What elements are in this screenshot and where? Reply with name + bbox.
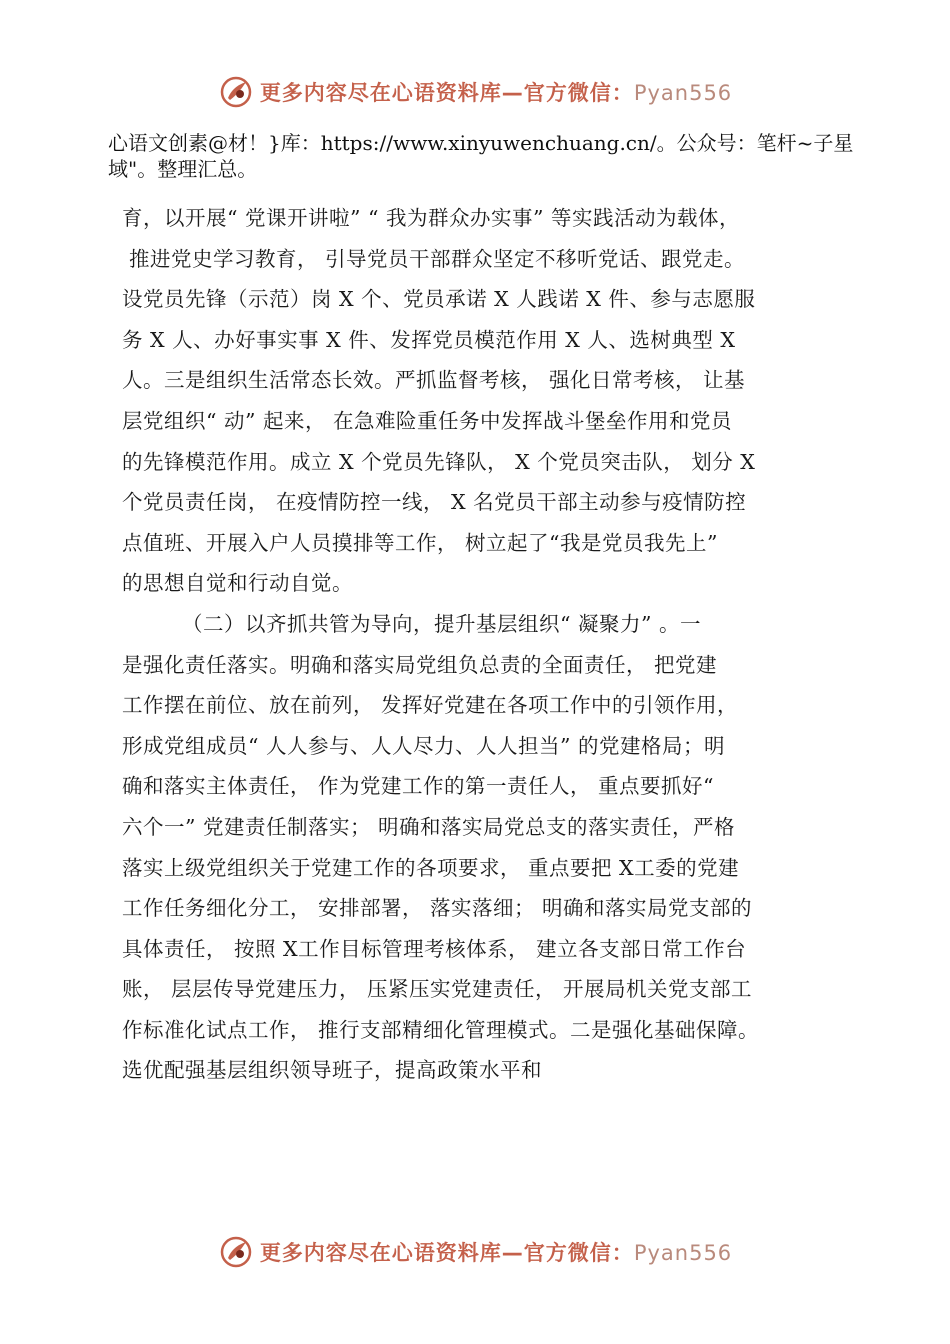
text-line: 工作摆在前位、放在前列， 发挥好党建在各项工作中的引领作用， xyxy=(122,693,739,718)
text-line: 作标准化试点工作， 推行支部精细化管理模式。二是强化基础保障。 xyxy=(122,1017,760,1042)
text-line: 育，以开展“ 党课开讲啦” “ 我为群众办实事” 等实践活动为载体， xyxy=(122,206,740,230)
text-line: 形成党组成员“ 人人参与、人人尽力、人人担当” 的党建格局；明 xyxy=(122,733,725,758)
brand-logo-icon xyxy=(218,1234,254,1270)
text-line: 人。三是组织生活常态长效。严抓监督考核， 强化日常考核， 让基 xyxy=(122,368,746,393)
text-line: 设党员先锋（示范）岗 X 个、党员承诺 X 人践诺 X 件、参与志愿服 xyxy=(122,287,756,312)
banner-text: 更多内容尽在心语资料库—官方微信：Pyan556 xyxy=(259,1241,733,1265)
text-line: 推进党史学习教育， 引导党员干部群众坚定不移听党话、跟党走。 xyxy=(122,246,746,271)
text-line: 的思想自觉和行动自觉。 xyxy=(122,571,353,596)
text-line: 选优配强基层组织领导班子，提高政策水平和 xyxy=(122,1058,542,1083)
text-line: 的先锋模范作用。成立 X 个党员先锋队， X 个党员突击队， 划分 X xyxy=(122,449,756,474)
text-line: 落实上级党组织关于党建工作的各项要求， 重点要把 X工委的党建 xyxy=(122,855,740,880)
text-line: 六个一” 党建责任制落实； 明确和落实局党总支的落实责任，严格 xyxy=(122,814,736,839)
brand-logo-icon xyxy=(218,74,254,110)
header-banner xyxy=(0,70,950,114)
wechat-handle: Pyan556 xyxy=(633,1241,733,1265)
text-line: 确和落实主体责任， 作为党建工作的第一责任人， 重点要抓好“ xyxy=(122,774,715,799)
text-line: 工作任务细化分工， 安排部署， 落实落细； 明确和落实局党支部的 xyxy=(122,896,753,921)
text-line: 是强化责任落实。明确和落实局党组负总责的全面责任， 把党建 xyxy=(122,652,718,677)
banner-text: 更多内容尽在心语资料库—官方微信：Pyan556 xyxy=(259,81,733,105)
section-heading-line: （二）以齐抓共管为导向，提升基层组织“ 凝聚力” 。一 xyxy=(182,611,701,636)
text-line: 个党员责任岗， 在疫情防控一线， X 名党员干部主动参与疫情防控 xyxy=(122,490,747,515)
wechat-handle: Pyan556 xyxy=(633,81,733,105)
text-line: 账， 层层传导党建压力， 压紧压实党建责任， 开展局机关党支部工 xyxy=(122,977,753,1002)
document-body xyxy=(122,198,862,1091)
text-line: 务 X 人、办好事实事 X 件、发挥党员模范作用 X 人、选树典型 X xyxy=(122,327,736,352)
footer-banner xyxy=(0,1230,950,1274)
text-line: 具体责任， 按照 X工作目标管理考核体系， 建立各支部日常工作台 xyxy=(122,936,747,961)
text-line: 点值班、开展入户人员摸排等工作， 树立起了“我是党员我先上” xyxy=(122,530,718,555)
text-line: 层党组织“ 动” 起来， 在急难险重任务中发挥战斗堡垒作用和党员 xyxy=(122,408,733,433)
source-note: 心语文创素@材！}库：https://www.xinyuwenchuang.cn/。公众号：笔杆~子星域"。整理汇总。 xyxy=(108,131,854,181)
